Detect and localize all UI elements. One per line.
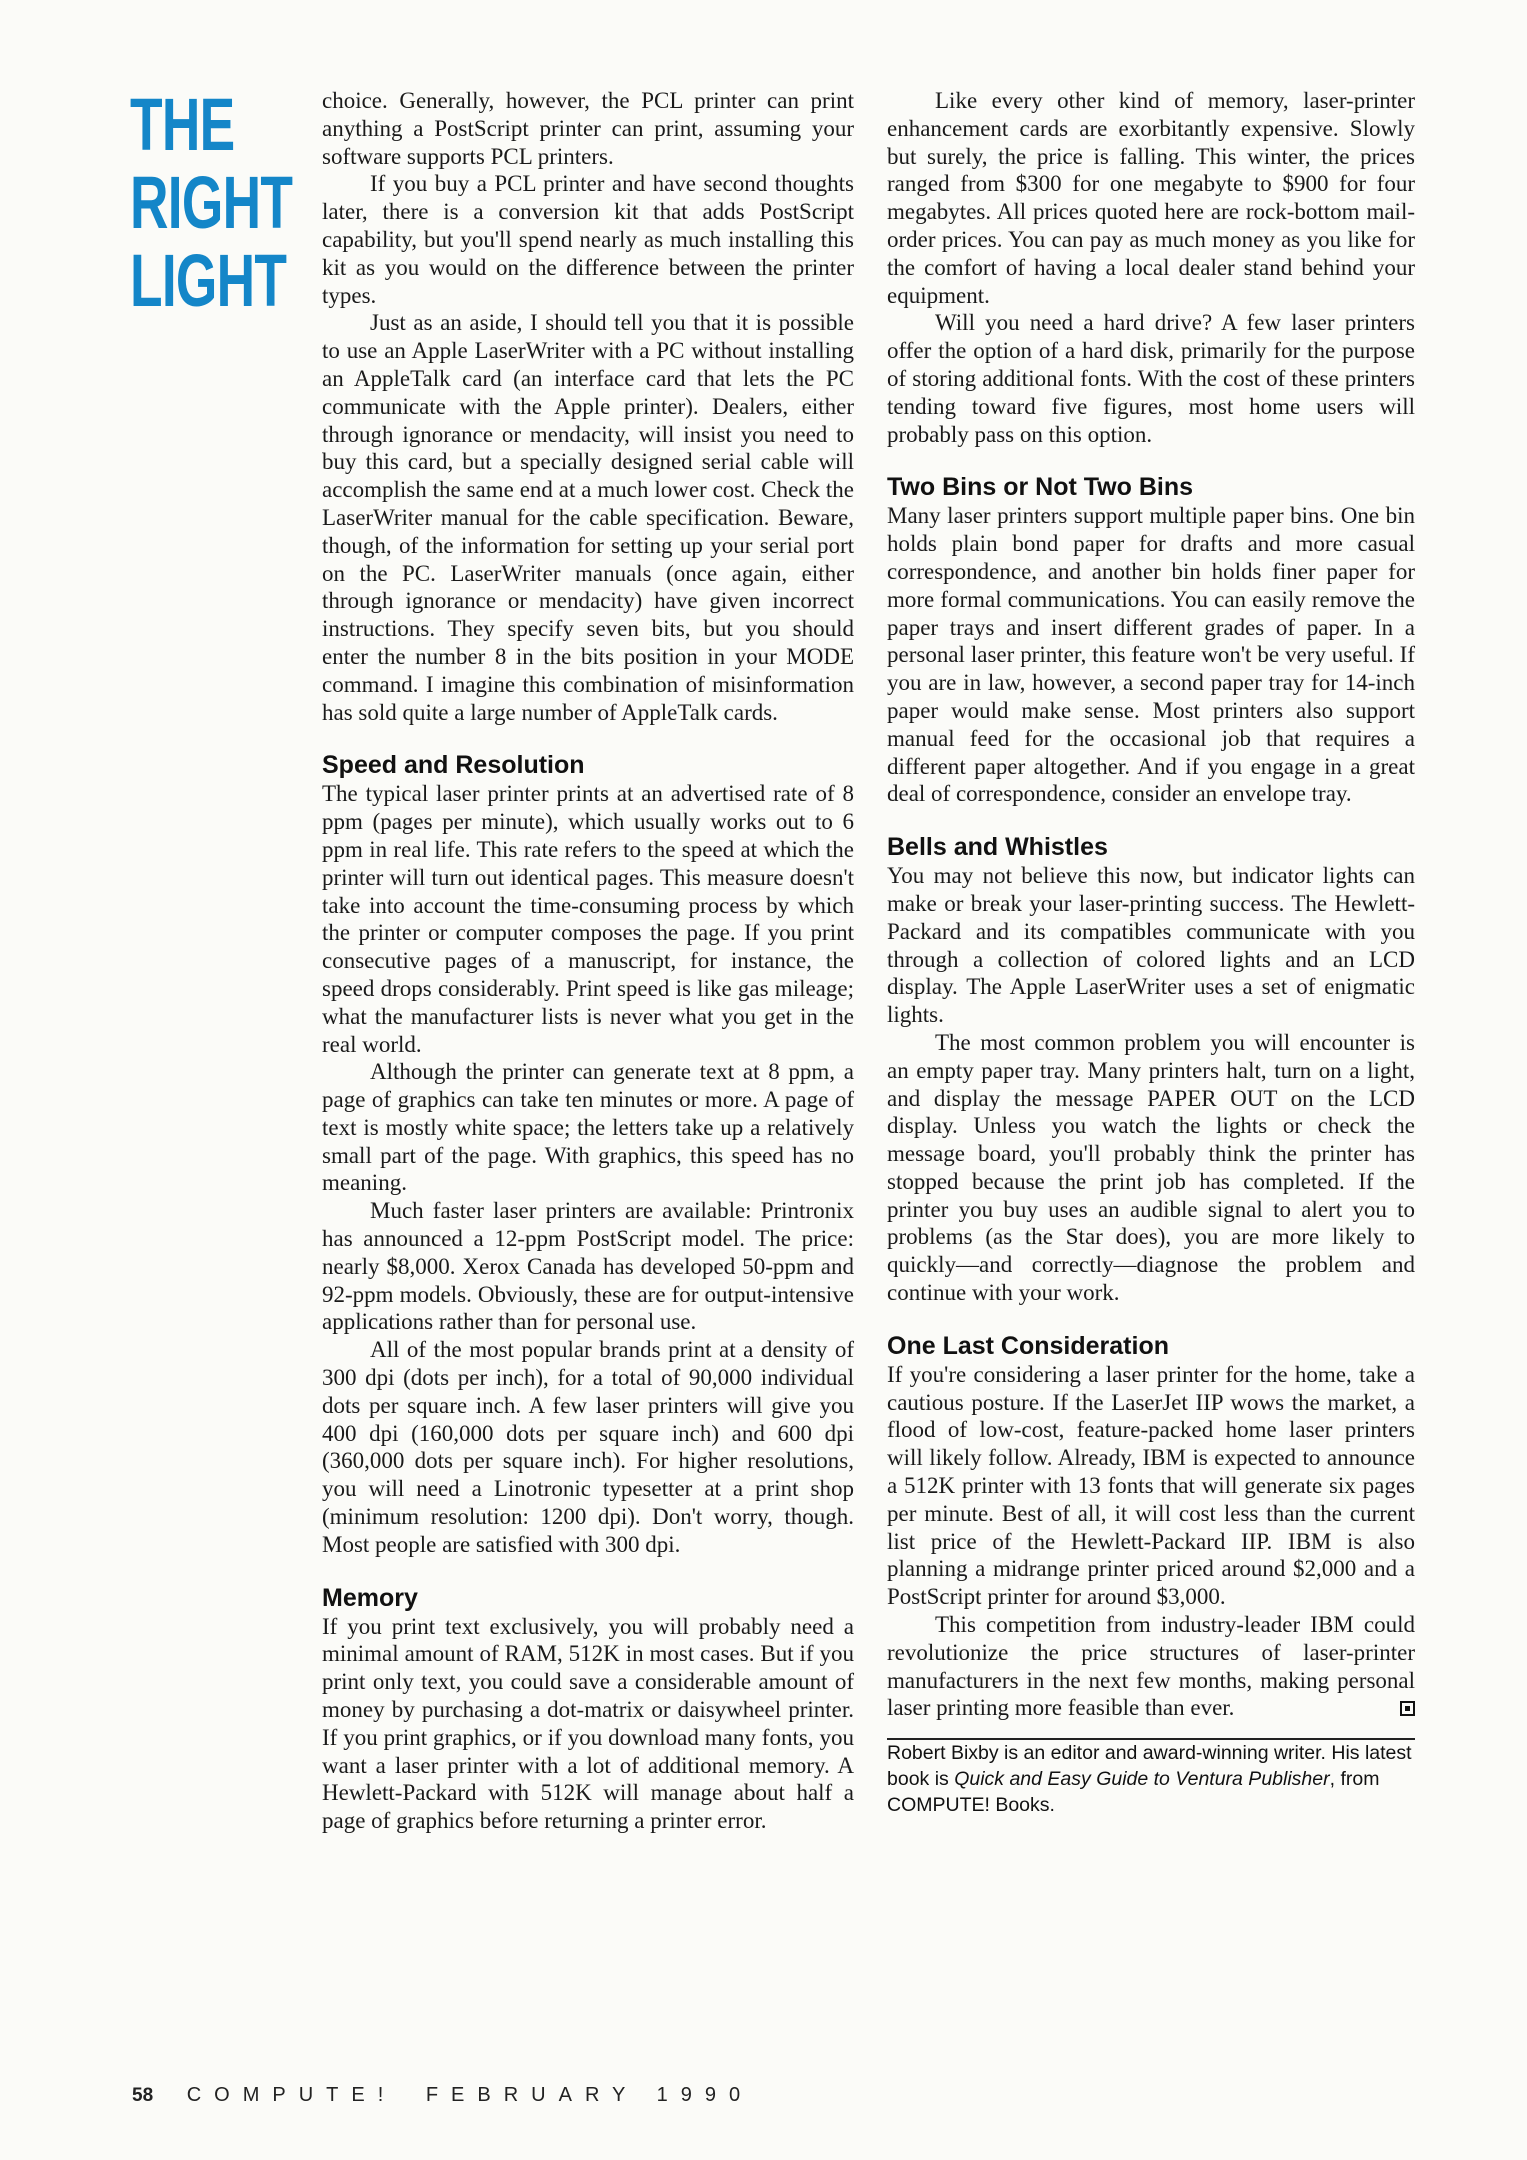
body-paragraph (322, 1336, 854, 1558)
book-title: Quick and Easy Guide to Ventura Publisher (954, 1768, 1330, 1791)
paragraph-text: Bells and Whistles (887, 833, 1108, 862)
body-paragraph (322, 1058, 854, 1197)
section-heading (322, 1583, 854, 1613)
paragraph-text: If you're considering a laser printer for the home, take a cautious posture. If the LaserJet IIP wows the market, a flood of low-cost, feature-packed home laser printers will likely follow. Already, IBM is expected to announce a 512K printer with 13 fonts that will generate six pages per minute. Best of all, it will cost less than the current list price of the Hewlett-Packard IIP. IBM is also planning a midrange printer priced around $2,000 and a PostScript printer for around $3,000. (887, 1361, 1415, 1610)
bio-text: Robert Bixby is an editor and award-winning writer. His latest book is (887, 1742, 1412, 1791)
paragraph-text: Much faster laser printers are available: Printronix has announced a 12-ppm PostScript model. The price: nearly $8,000. Xerox Canada has developed 50-ppm and 92-ppm models. Obviously, these are for output-intensive applications rather than for personal use. (322, 1198, 854, 1335)
paragraph-text: Speed and Resolution (322, 751, 585, 780)
paragraph-text: The typical laser printer prints at an advertised rate of 8 ppm (pages per minute), which usually works out to 6 ppm in real life. This rate refers to the speed at which the printer will turn out identical pages. This measure doesn't take into account the time-consuming process by which the printer or computer composes the page. If you print consecutive pages of a manuscript, for instance, the speed drops considerably. Print speed is like gas mileage; what the manufacturer lists is never what you get in the real world. (322, 781, 854, 1057)
author-bio (887, 1740, 1415, 1818)
body-paragraph (322, 309, 854, 726)
kicker-line: RIGHT (130, 161, 293, 244)
body-paragraph (887, 1611, 1415, 1722)
end-of-article-icon (1400, 1701, 1415, 1716)
section-heading (887, 472, 1415, 502)
section-kicker (130, 83, 293, 322)
paragraph-text: If you print text exclusively, you will probably need a minimal amount of RAM, 512K in most cases. But if you print only text, you could save a considerable amount of money by purchasing a dot-matrix or daisywheel printer. If you print graphics, or if you download many fonts, you want a laser printer with a lot of additional memory. A Hewlett-Packard with 512K will manage about half a page of graphics before returning a printer error. (322, 1613, 854, 1834)
section-heading (887, 832, 1415, 862)
article-column-1 (322, 87, 854, 1835)
magazine-name: COMPUTE! (186, 2084, 397, 2106)
paragraph-text: All of the most popular brands print at a density of 300 dpi (dots per inch), for a total of 90,000 individual dots per square inch. A few laser printers will give you 400 dpi (160,000 dots per square inch) and 600 dpi (360,000 dots per square inch). For higher resolutions, you will need a Linotronic typesetter at a print shop (minimum resolution: 1200 dpi). Don't worry, though. Most people are satisfied with 300 dpi. (322, 1337, 854, 1557)
page-number: 58 (132, 2085, 154, 2106)
body-paragraph (887, 862, 1415, 1029)
body-paragraph (887, 1361, 1415, 1611)
paragraph-text: The most common problem you will encounter is an empty paper tray. Many printers halt, turn on a light, and display the message PAPER OUT on the LCD display. Unless you watch the lights or check the message board, you'll probably think the printer has stopped because the print job has completed. If the printer you buy uses an audible signal to alert you to problems (as the Star does), you are more likely to quickly—and correctly—diagnose the problem and continue with your work. (887, 1029, 1415, 1306)
body-paragraph (887, 1029, 1415, 1307)
kicker-line: LIGHT (130, 239, 287, 322)
body-paragraph (887, 309, 1415, 448)
paragraph-text: Just as an aside, I should tell you that it is possible to use an Apple LaserWriter with a PC without installing an AppleTalk card (an interface card that lets the PC communicate with the Apple printer). Dealers, either through ignorance or mendacity, will insist you need to buy this card, but a specially designed serial cable will accomplish the same end at a much lower cost. Check the LaserWriter manual for the cable specification. Beware, though, of the information for setting up your serial port on the PC. LaserWriter manuals (once again, either through ignorance or mendacity) have given incorrect instructions. They specify seven bits, but you should enter the number 8 in the bits position in your MODE command. I imagine this combination of misinformation has sold quite a large number of AppleTalk cards. (322, 310, 854, 725)
paragraph-text: Memory (322, 1583, 418, 1612)
paragraph-text: This competition from industry-leader IBM could revolutionize the price structures of laser-printer manufacturers in the next few months, making personal laser printing more feasible than ever. (887, 1612, 1415, 1721)
body-paragraph (887, 502, 1415, 808)
kicker-line: THE (130, 83, 235, 166)
body-paragraph (322, 87, 854, 170)
bio-text: , from COMPUTE! Books. (887, 1768, 1380, 1817)
paragraph-text: One Last Consideration (887, 1331, 1169, 1360)
page-footer (132, 2084, 753, 2107)
body-paragraph (322, 1613, 854, 1835)
paragraph-text: You may not believe this now, but indicator lights can make or break your laser-printing success. The Hewlett-Packard and its compatibles communicate with you through a collection of colored lights and an LCD display. The Apple LaserWriter uses a set of enigmatic lights. (887, 863, 1415, 1028)
paragraph-text: If you buy a PCL printer and have second thoughts later, there is a conversion kit that adds PostScript capability, but you'll spend nearly as much installing this kit as you would on the difference between the printer types. (322, 171, 854, 308)
section-heading (322, 750, 854, 780)
body-paragraph (322, 780, 854, 1058)
body-paragraph (322, 170, 854, 309)
paragraph-text: Two Bins or Not Two Bins (887, 473, 1193, 502)
body-paragraph (322, 1197, 854, 1336)
paragraph-text: Like every other kind of memory, laser-printer enhancement cards are exorbitantly expensive. Slowly but surely, the price is falling. This winter, the prices ranged from $300 for one megabyte to $900 for four megabytes. All prices quoted here are rock-bottom mail-order prices. You can pay as much money as you like for the comfort of having a local dealer stand behind your equipment. (887, 88, 1415, 308)
issue-date: FEBRUARY 1990 (425, 2084, 754, 2106)
section-heading (887, 1331, 1415, 1361)
body-paragraph (887, 87, 1415, 309)
paragraph-text: Although the printer can generate text at 8 ppm, a page of graphics can take ten minutes or more. A page of text is mostly white space; the letters take up a relatively small part of the page. With graphics, this speed has no meaning. (322, 1059, 854, 1196)
paragraph-text: Will you need a hard drive? A few laser printers offer the option of a hard disk, primarily for the purpose of storing additional fonts. With the cost of these printers tending toward five figures, most home users will probably pass on this option. (887, 310, 1415, 447)
paragraph-text: Many laser printers support multiple paper bins. One bin holds plain bond paper for drafts and more casual correspondence, and another bin holds finer paper for more formal communications. You can easily remove the paper trays and insert different grades of paper. In a personal laser printer, this feature won't be very useful. If you are in law, however, a second paper tray for 14-inch paper would make sense. Most printers also support manual feed for the occasional job that requires a different paper altogether. And if you engage in a great deal of correspondence, consider an envelope tray. (887, 503, 1415, 807)
article-column-2 (887, 87, 1415, 1818)
paragraph-text: choice. Generally, however, the PCL printer can print anything a PostScript printer can print, assuming your software supports PCL printers. (322, 88, 854, 169)
